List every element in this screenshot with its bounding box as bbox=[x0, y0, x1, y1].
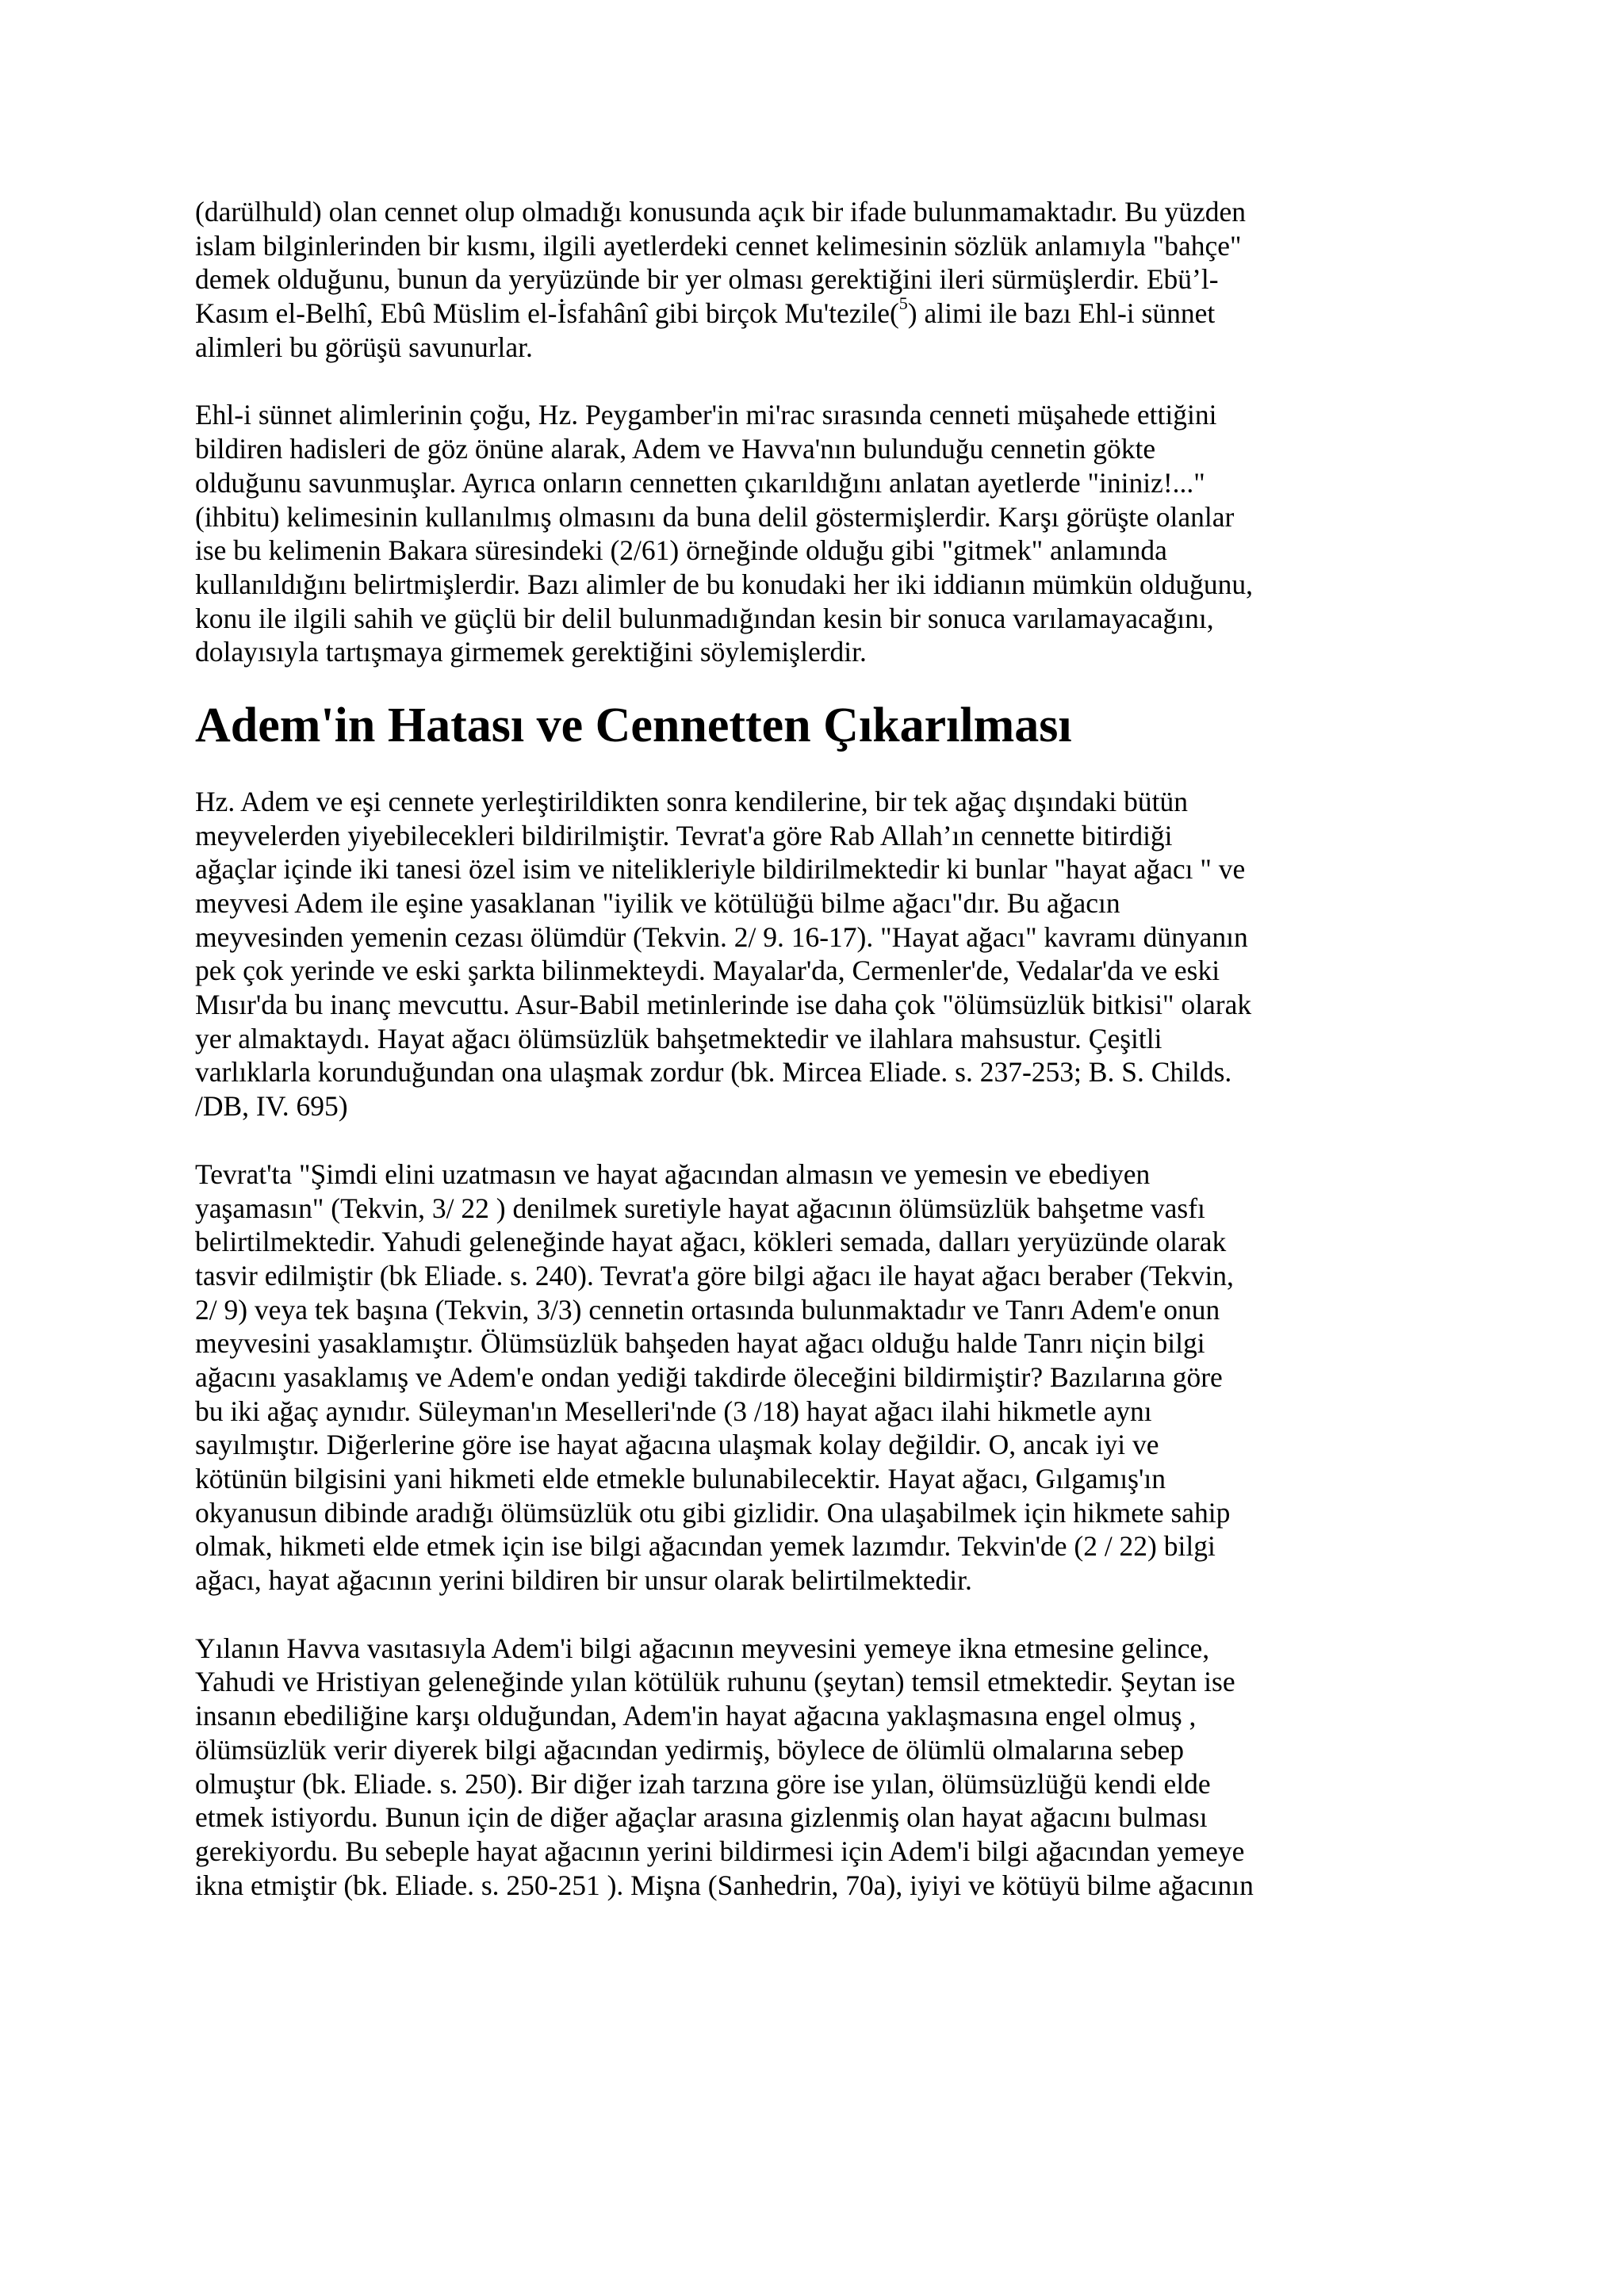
text-line: sayılmıştır. Diğerlerine göre ise hayat ağacına ulaşmak kolay değildir. O, ancak iyi ve bbox=[195, 1429, 1159, 1461]
text-line: kullanıldığını belirtmişlerdir. Bazı alimler de bu konudaki her iki iddianın mümkün olduğunu, bbox=[195, 568, 1254, 600]
text-line: belirtilmektedir. Yahudi geleneğinde hayat ağacı, kökleri semada, dalları yeryüzünde olarak bbox=[195, 1226, 1227, 1258]
text-line: alimleri bu görüşü savunurlar. bbox=[195, 331, 533, 363]
text-line: okyanusun dibinde aradığı ölümsüzlük otu gibi gizlidir. Ona ulaşabilmek için hikmete sahip bbox=[195, 1496, 1231, 1529]
paragraph-5 bbox=[195, 1632, 1448, 1903]
text-line: etmek istiyordu. Bunun için de diğer ağaçlar arasına gizlenmiş olan hayat ağacını bulması bbox=[195, 1801, 1208, 1834]
text-line: Tevrat'ta "Şimdi elini uzatmasın ve hayat ağacından almasın ve yemesin ve ebediyen bbox=[195, 1158, 1151, 1190]
text-line: bu iki ağaç aynıdır. Süleyman'ın Meselleri'nde (3 /18) hayat ağacı ilahi hikmetle aynı bbox=[195, 1395, 1152, 1427]
text-line: pek çok yerinde ve eski şarkta bilinmekteydi. Mayalar'da, Cermenler'de, Vedalar'da ve eski bbox=[195, 955, 1220, 987]
paragraph-2 bbox=[195, 398, 1448, 669]
text-line: gerekiyordu. Bu sebeple hayat ağacının yerini bildirmesi için Adem'i bilgi ağacından yemeye bbox=[195, 1835, 1245, 1867]
text-line: (ihbitu) kelimesinin kullanılmış olmasını da buna delil göstermişlerdir. Karşı görüşte olanlar bbox=[195, 500, 1235, 533]
document-page bbox=[195, 195, 1448, 1902]
text-line: dolayısıyla tartışmaya girmemek gerektiğini söylemişlerdir. bbox=[195, 636, 867, 668]
text-line: olduğunu savunmuşlar. Ayrıca onların cennetten çıkarıldığını anlatan ayetlerde "ininiz!..." bbox=[195, 466, 1205, 499]
text-line: varlıklarla korunduğundan ona ulaşmak zordur (bk. Mircea Eliade. s. 237-253; B. S. Childs. bbox=[195, 1056, 1232, 1089]
text-line: yer almaktaydı. Hayat ağacı ölümsüzlük bahşetmektedir ve ilahlara mahsustur. Çeşitli bbox=[195, 1022, 1162, 1054]
text-line: ağaçlar içinde iki tanesi özel isim ve nitelikleriyle bildirilmektedir ki bunlar "hayat ağacı " ve bbox=[195, 853, 1246, 886]
text-line: islam bilginlerinden bir kısmı, ilgili ayetlerdeki cennet kelimesinin sözlük anlamıyla "bahçe" bbox=[195, 229, 1242, 262]
text-line: meyvesinden yemenin cezası ölümdür (Tekvin. 2/ 9. 16-17). "Hayat ağacı" kavramı dünyanın bbox=[195, 920, 1248, 953]
text-line: (darülhuld) olan cennet olup olmadığı konusunda açık bir ifade bulunmamaktadır. Bu yüzden bbox=[195, 196, 1246, 228]
text-line: ölümsüzlük verir diyerek bilgi ağacından yedirmiş, böylece de ölümlü olmalarına sebep bbox=[195, 1733, 1185, 1766]
text-line: bildiren hadisleri de göz önüne alarak, Adem ve Havva'nın bulunduğu cennetin gökte bbox=[195, 433, 1156, 465]
text-line: Yahudi ve Hristiyan geleneğinde yılan kötülük ruhunu (şeytan) temsil etmektedir. Şeytan ise bbox=[195, 1666, 1235, 1698]
paragraph-4 bbox=[195, 1158, 1448, 1598]
text-line: Ehl-i sünnet alimlerinin çoğu, Hz. Peygamber'in mi'rac sırasında cenneti müşahede ettiğini bbox=[195, 399, 1217, 431]
text-line: /DB, IV. 695) bbox=[195, 1090, 348, 1123]
text-line: meyvesi Adem ile eşine yasaklanan "iyilik ve kötülüğü bilme ağacı"dır. Bu ağacın bbox=[195, 887, 1120, 919]
footnote-reference: 5 bbox=[898, 293, 908, 314]
paragraph-3 bbox=[195, 785, 1448, 1123]
text-line: demek olduğunu, bunun da yeryüzünde bir yer olması gerektiğini ileri sürmüşlerdir. Ebü’l- bbox=[195, 263, 1219, 296]
text-line bbox=[195, 293, 1448, 331]
text-line: Hz. Adem ve eşi cennete yerleştirildikten sonra kendilerine, bir tek ağaç dışındaki bütün bbox=[195, 785, 1188, 817]
section-heading: Adem'in Hatası ve Cennetten Çıkarılması bbox=[195, 698, 1072, 752]
text-line: olmak, hikmeti elde etmek için ise bilgi ağacından yemek lazımdır. Tekvin'de (2 / 22) bilgi bbox=[195, 1530, 1216, 1563]
text-line-head: Kasım el-Belhî, Ebû Müslim el-İsfahânî gibi birçok Mu'tezile( bbox=[195, 297, 899, 330]
text-line: ağacı, hayat ağacının yerini bildiren bir unsur olarak belirtilmektedir. bbox=[195, 1564, 972, 1597]
text-line: olmuştur (bk. Eliade. s. 250). Bir diğer izah tarzına göre ise yılan, ölümsüzlüğü kendi elde bbox=[195, 1767, 1211, 1800]
text-line: tasvir edilmiştir (bk Eliade. s. 240). Tevrat'a göre bilgi ağacı ile hayat ağacı beraber (Tekvin, bbox=[195, 1259, 1234, 1292]
text-line-tail: ) alimi ile bazı Ehl-i sünnet bbox=[907, 297, 1216, 330]
text-line: ikna etmiştir (bk. Eliade. s. 250-251 ). Mişna (Sanhedrin, 70a), iyiyi ve kötüyü bilme ağacının bbox=[195, 1869, 1254, 1901]
text-line: meyvesini yasaklamıştır. Ölümsüzlük bahşeden hayat ağacı olduğu halde Tanrı niçin bilgi bbox=[195, 1327, 1205, 1360]
text-line: kötünün bilgisini yani hikmeti elde etmekle bulunabilecektir. Hayat ağacı, Gılgamış'ın bbox=[195, 1463, 1166, 1494]
text-line: Mısır'da bu inanç mevcuttu. Asur-Babil metinlerinde ise daha çok "ölümsüzlük bitkisi" olarak bbox=[195, 989, 1252, 1021]
text-line: insanın ebediliğine karşı olduğundan, Adem'in hayat ağacına yaklaşmasına engel olmuş , bbox=[195, 1700, 1197, 1732]
text-line: 2/ 9) veya tek başına (Tekvin, 3/3) cennetin ortasında bulunmaktadır ve Tanrı Adem'e onun bbox=[195, 1293, 1220, 1326]
text-line: konu ile ilgili sahih ve güçlü bir delil bulunmadığından kesin bir sonuca varılamayacağını, bbox=[195, 602, 1214, 634]
text-line: yaşamasın" (Tekvin, 3/ 22 ) denilmek suretiyle hayat ağacının ölümsüzlük bahşetme vasfı bbox=[195, 1192, 1205, 1224]
text-line: meyvelerden yiyebilecekleri bildirilmiştir. Tevrat'a göre Rab Allah’ın cennette bitirdiği bbox=[195, 819, 1173, 851]
paragraph-1 bbox=[195, 195, 1448, 364]
text-line: ise bu kelimenin Bakara süresindeki (2/61) örneğinde olduğu gibi "gitmek" anlamında bbox=[195, 534, 1167, 567]
text-line: Yılanın Havva vasıtasıyla Adem'i bilgi ağacının meyvesini yemeye ikna etmesine gelince, bbox=[195, 1632, 1210, 1664]
text-line: ağacını yasaklamış ve Adem'e ondan yediği takdirde öleceğini bildirmiştir? Bazılarına göre bbox=[195, 1360, 1223, 1393]
